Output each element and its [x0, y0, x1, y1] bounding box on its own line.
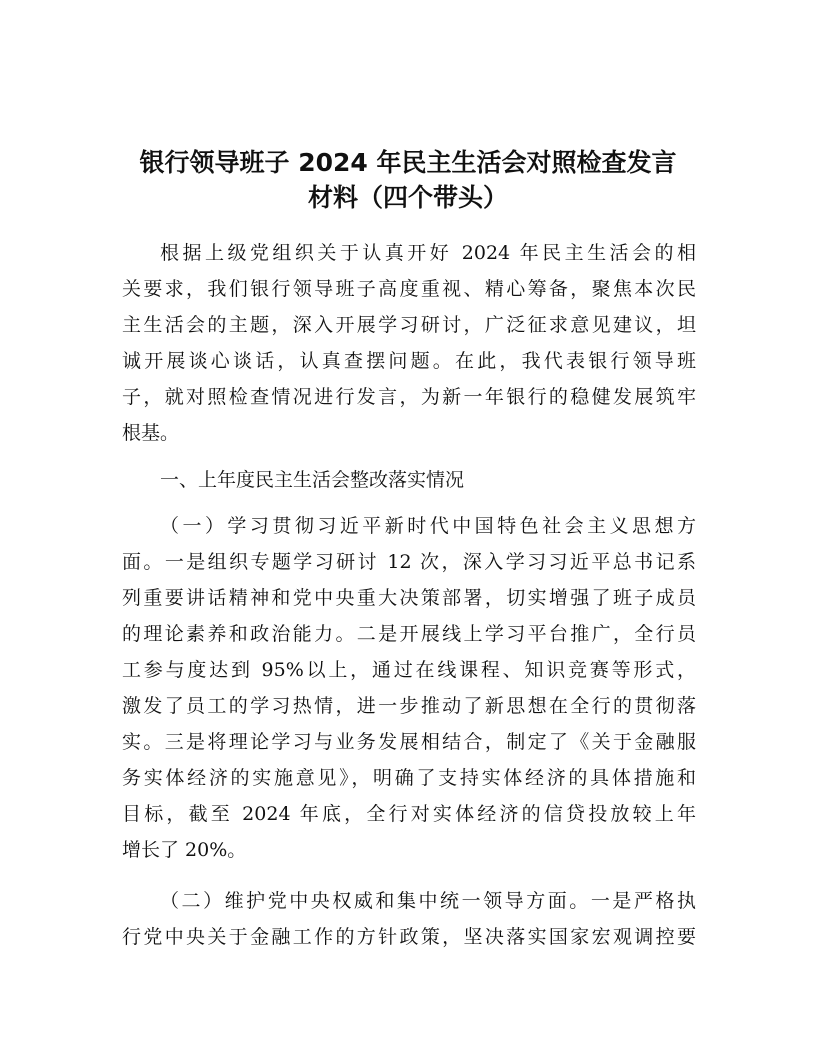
paragraph-1-line-4: 诚开展谈心谈话，认真查摆问题。在此，我代表银行领导班 [122, 350, 696, 372]
paragraph-3-line-8: 务实体经济的实施意见》，明确了支持实体经济的具体措施和 [122, 767, 696, 789]
paragraph-4-line-2: 行党中央关于金融工作的方针政策，坚决落实国家宏观调控要 [122, 926, 696, 948]
paragraph-3-line-2: 面。一是组织专题学习研讨 12 次，深入学习习近平总书记系 [122, 551, 696, 573]
paragraph-1-line-5: 子，就对照检查情况进行发言，为新一年银行的稳健发展筑牢 [122, 386, 696, 408]
paragraph-3-line-3: 列重要讲话精神和党中央重大决策部署，切实增强了班子成员 [122, 587, 696, 609]
paragraph-3-line-7: 实。三是将理论学习与业务发展相结合，制定了《关于金融服 [122, 731, 696, 753]
paragraph-3-line-1: （一）学习贯彻习近平新时代中国特色社会主义思想方 [160, 515, 696, 537]
paragraph-4-line-1: （二）维护党中央权威和集中统一领导方面。一是严格执 [160, 890, 696, 912]
paragraph-3-line-10: 增长了 20%。 [122, 839, 247, 861]
paragraph-1-line-6: 根基。 [122, 422, 180, 444]
paragraph-3-line-5: 工参与度达到 95%以上，通过在线课程、知识竞赛等形式， [122, 659, 696, 681]
document-title-line-1: 银行领导班子 2024 年民主生活会对照检查发言 [139, 148, 677, 177]
paragraph-1-line-2: 关要求，我们银行领导班子高度重视、精心筹备，聚焦本次民 [122, 278, 696, 300]
section-heading-1: 一、上年度民主生活会整改落实情况 [160, 469, 465, 491]
paragraph-3-line-6: 激发了员工的学习热情，进一步推动了新思想在全行的贯彻落 [122, 695, 696, 717]
paragraph-1-line-1: 根据上级党组织关于认真开好 2024 年民主生活会的相 [160, 242, 696, 264]
paragraph-1-line-3: 主生活会的主题，深入开展学习研讨，广泛征求意见建议，坦 [122, 314, 696, 336]
document-title-line-2: 材料（四个带头） [307, 183, 508, 212]
paragraph-3-line-4: 的理论素养和政治能力。二是开展线上学习平台推广，全行员 [122, 623, 696, 645]
paragraph-3-line-9: 目标，截至 2024 年底，全行对实体经济的信贷投放较上年 [122, 803, 696, 825]
